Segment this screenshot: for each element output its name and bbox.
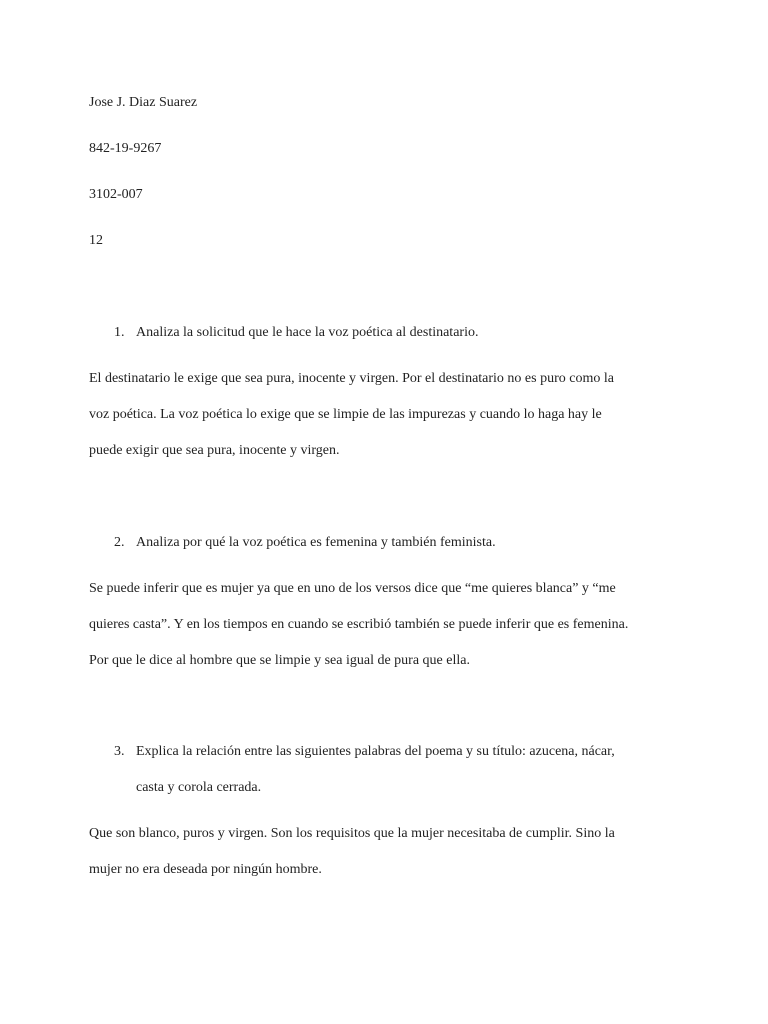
student-id-number: 842-19-9267 bbox=[89, 141, 162, 156]
question-prompt: Analiza la solicitud que le hace la voz poética al destinatario. bbox=[136, 325, 479, 340]
answer-line: El destinatario le exige que sea pura, inocente y virgen. Por el destinatario no es puro como la bbox=[89, 371, 614, 386]
answer-line: mujer no era deseada por ningún hombre. bbox=[89, 862, 322, 877]
grade-level: 12 bbox=[89, 233, 103, 248]
answer-line: puede exigir que sea pura, inocente y virgen. bbox=[89, 443, 340, 458]
answer-line: Se puede inferir que es mujer ya que en uno de los versos dice que “me quieres blanca” y “me bbox=[89, 581, 616, 596]
question-prompt: Explica la relación entre las siguientes palabras del poema y su título: azucena, nácar, bbox=[136, 744, 615, 759]
question-number: 2. bbox=[114, 535, 125, 550]
answer-line: Que son blanco, puros y virgen. Son los requisitos que la mujer necesitaba de cumplir. Sino la bbox=[89, 826, 615, 841]
question-prompt: Analiza por qué la voz poética es femenina y también feminista. bbox=[136, 535, 496, 550]
question-number: 1. bbox=[114, 325, 125, 340]
question-prompt-continued: casta y corola cerrada. bbox=[136, 780, 262, 795]
answer-line: quieres casta”. Y en los tiempos en cuando se escribió también se puede inferir que es femenina. bbox=[89, 617, 629, 632]
course-section: 3102-007 bbox=[89, 187, 143, 202]
answer-line: Por que le dice al hombre que se limpie y sea igual de pura que ella. bbox=[89, 653, 470, 668]
answer-line: voz poética. La voz poética lo exige que se limpie de las impurezas y cuando lo haga hay le bbox=[89, 407, 602, 422]
question-number: 3. bbox=[114, 744, 125, 759]
student-name: Jose J. Diaz Suarez bbox=[89, 95, 198, 110]
